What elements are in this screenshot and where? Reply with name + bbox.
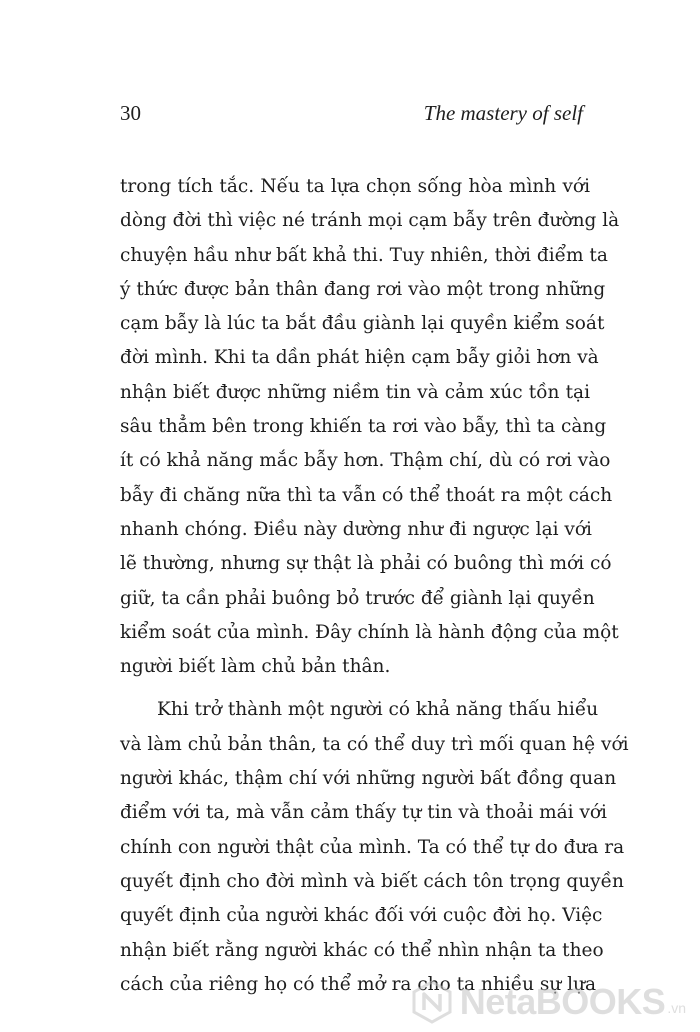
text-line: nhận biết được những niềm tin và cảm xúc tồn tại: [120, 381, 590, 403]
text-line: và làm chủ bản thân, ta có thể duy trì mối quan hệ với: [120, 733, 629, 755]
text-line: nhận biết rằng người khác có thể nhìn nhận ta theo: [120, 939, 604, 961]
paragraph-1: [120, 170, 620, 684]
text-line: điểm với ta, mà vẫn cảm thấy tự tin và thoải mái với: [120, 802, 607, 824]
text-line: quyết định cho đời mình và biết cách tôn trọng quyền: [120, 870, 624, 892]
text-line: ý thức được bản thân đang rơi vào một trong những: [120, 278, 606, 300]
running-title: The mastery of self: [423, 101, 583, 125]
watermark-suffix: .vn: [667, 1000, 686, 1016]
text-line: ít có khả năng mắc bẫy hơn. Thậm chí, dù có rơi vào: [120, 450, 611, 472]
text-line: sâu thẳm bên trong khiến ta rơi vào bẫy, thì ta càng: [120, 416, 607, 438]
text-line: giữ, ta cần phải buông bỏ trước để giành lại quyền: [120, 587, 595, 609]
page-number: 30: [120, 101, 141, 125]
text-line: người khác, thậm chí với những người bất đồng quan: [120, 768, 617, 790]
text-line: dòng đời thì việc né tránh mọi cạm bẫy trên đường là: [120, 210, 620, 232]
paragraph-2: [120, 693, 629, 1002]
text-line: đời mình. Khi ta dần phát hiện cạm bẫy giỏi hơn và: [120, 347, 599, 369]
text-line: bẫy đi chăng nữa thì ta vẫn có thể thoát ra một cách: [120, 484, 613, 506]
watermark: [410, 980, 686, 1024]
text-line: quyết định của người khác đối với cuộc đời họ. Việc: [120, 905, 603, 927]
text-line: nhanh chóng. Điều này dường như đi ngược lại với: [120, 518, 592, 540]
text-line: chính con người thật của mình. Ta có thể tự do đưa ra: [120, 836, 625, 858]
body-text: [120, 170, 629, 1002]
text-line: chuyện hầu như bất khả thi. Tuy nhiên, thời điểm ta: [120, 244, 608, 266]
text-line: cạm bẫy là lúc ta bắt đầu giành lại quyền kiểm soát: [120, 313, 605, 335]
watermark-brand: NetaBOOKS: [459, 981, 666, 1022]
text-line: trong tích tắc. Nếu ta lựa chọn sống hòa mình với: [120, 176, 590, 197]
text-line: lẽ thường, nhưng sự thật là phải có buông thì mới có: [120, 553, 612, 575]
text-line: người biết làm chủ bản thân.: [120, 656, 391, 678]
text-line: cách của riêng họ có thể mở ra cho ta nhiều sự lựa: [120, 973, 597, 995]
netabooks-logo-icon: [410, 980, 454, 1024]
text-line: kiểm soát của mình. Đây chính là hành động của một: [120, 621, 619, 643]
text-line: Khi trở thành một người có khả năng thấu hiểu: [157, 699, 599, 721]
